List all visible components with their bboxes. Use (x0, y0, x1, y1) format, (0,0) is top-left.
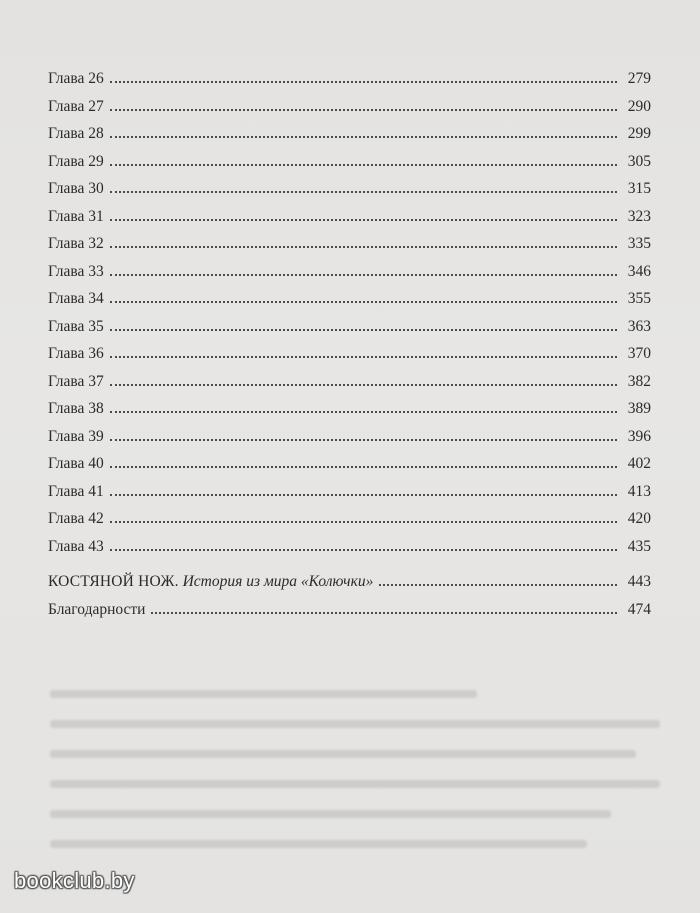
toc-entry-chapter (48, 290, 651, 318)
toc-entry-chapter (48, 208, 651, 236)
toc-entry-chapter (48, 400, 651, 428)
dot-leader (110, 494, 617, 496)
page-number: 474 (627, 600, 651, 618)
table-of-contents (48, 70, 651, 628)
chapter-label: Глава 32 (48, 235, 104, 252)
dot-leader (110, 301, 617, 303)
page-number: 420 (627, 510, 651, 527)
dot-leader (110, 191, 617, 193)
dot-leader (110, 274, 617, 276)
toc-entry-chapter (48, 428, 651, 456)
page-number: 323 (627, 207, 651, 225)
page-number: 315 (627, 180, 651, 197)
dot-leader (110, 109, 617, 111)
dot-leader (110, 81, 617, 83)
toc-entry-chapter (48, 98, 651, 126)
chapter-label: Глава 36 (48, 345, 104, 362)
page-number: 443 (627, 573, 651, 590)
chapter-label: Глава 34 (48, 290, 104, 307)
dot-leader (379, 584, 617, 586)
dot-leader (151, 612, 617, 614)
chapter-list (48, 70, 651, 565)
toc-entry-story (48, 573, 651, 601)
bleed-through-text (50, 690, 660, 890)
chapter-label: Глава 40 (48, 455, 104, 472)
toc-entry-acknowledgements (48, 601, 651, 629)
story-subtitle: История из мира «Колючки» (182, 573, 374, 590)
toc-entry-chapter (48, 70, 651, 98)
toc-entry-chapter (48, 483, 651, 511)
toc-entry-chapter (48, 180, 651, 208)
page-number: 435 (627, 537, 651, 555)
page-number: 299 (627, 125, 651, 142)
chapter-label: Глава 33 (48, 262, 104, 280)
chapter-label: Глава 39 (48, 427, 104, 445)
chapter-label: Глава 27 (48, 97, 104, 115)
chapter-label: Глава 42 (48, 510, 104, 527)
page-number: 389 (627, 400, 651, 417)
chapter-label: Глава 43 (48, 537, 104, 555)
dot-leader (110, 164, 617, 166)
dot-leader (110, 439, 617, 441)
page-number: 413 (627, 482, 651, 500)
dot-leader (110, 356, 617, 358)
dot-leader (110, 411, 617, 413)
dot-leader (110, 466, 617, 468)
toc-entry-chapter (48, 125, 651, 153)
page-number: 402 (627, 455, 651, 472)
page-number: 382 (627, 372, 651, 390)
story-label (48, 573, 379, 591)
chapter-label: Глава 37 (48, 372, 104, 390)
page-number: 335 (627, 235, 651, 252)
toc-entry-chapter (48, 538, 651, 566)
page-number: 363 (627, 317, 651, 335)
toc-entry-chapter (48, 318, 651, 346)
chapter-label: Глава 29 (48, 152, 104, 170)
toc-entry-chapter (48, 455, 651, 483)
chapter-label: Глава 41 (48, 482, 104, 500)
page-number: 370 (627, 345, 651, 362)
toc-entry-chapter (48, 235, 651, 263)
chapter-label: Глава 35 (48, 317, 104, 335)
toc-entry-chapter (48, 510, 651, 538)
dot-leader (110, 521, 617, 523)
watermark: bookclub.by (14, 868, 135, 893)
page-number: 346 (627, 262, 651, 280)
dot-leader (110, 219, 617, 221)
page-number: 355 (627, 290, 651, 307)
toc-entry-chapter (48, 373, 651, 401)
chapter-label: Глава 31 (48, 207, 104, 225)
toc-entry-chapter (48, 263, 651, 291)
dot-leader (110, 246, 617, 248)
toc-entry-chapter (48, 345, 651, 373)
acknowledgements-label: Благодарности (48, 600, 146, 618)
chapter-label: Глава 30 (48, 180, 104, 197)
page-number: 290 (627, 97, 651, 115)
chapter-label: Глава 26 (48, 70, 104, 87)
page-number: 279 (627, 70, 651, 87)
chapter-label: Глава 38 (48, 400, 104, 417)
page-number: 396 (627, 427, 651, 445)
dot-leader (110, 549, 617, 551)
chapter-label: Глава 28 (48, 125, 104, 142)
dot-leader (110, 384, 617, 386)
dot-leader (110, 329, 617, 331)
story-title: КОСТЯНОЙ НОЖ. (48, 573, 179, 590)
toc-entry-chapter (48, 153, 651, 181)
page-number: 305 (627, 152, 651, 170)
dot-leader (110, 136, 617, 138)
